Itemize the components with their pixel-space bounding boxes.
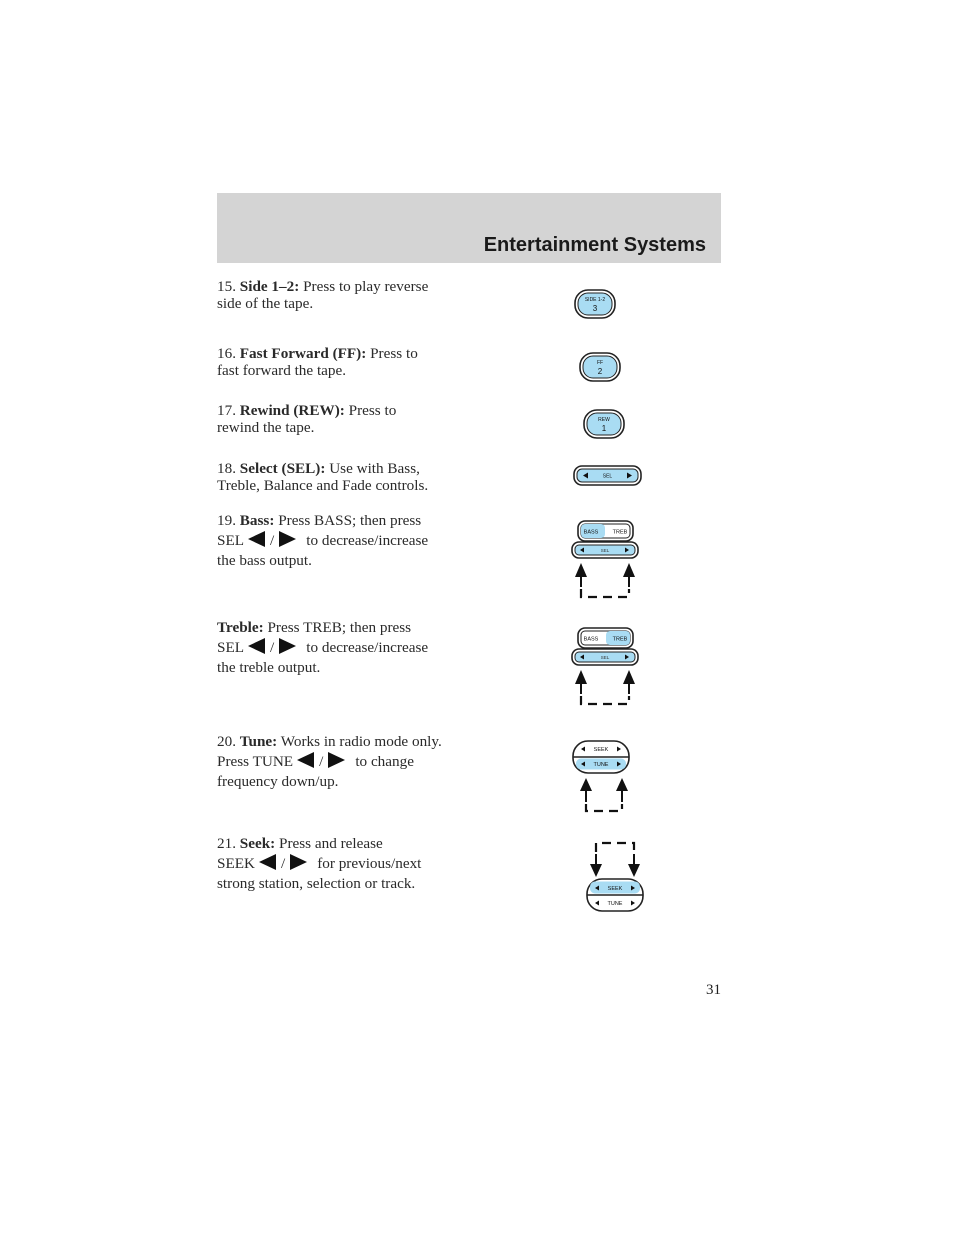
bass-button-label: BASS: [583, 529, 599, 536]
treb-button-label: TREB: [612, 636, 628, 643]
page-title: Entertainment Systems: [483, 234, 706, 256]
treble-control-figure: [570, 626, 642, 708]
bass-control-figure: [570, 519, 642, 601]
rew-button-figure: [583, 409, 625, 439]
item-ff: 16. Fast Forward (FF): Press to fast forward the tape.: [217, 345, 418, 379]
ff-button-number: 2: [597, 367, 603, 376]
up-arrow-icon: [580, 778, 592, 791]
right-arrow-icon: [328, 752, 345, 768]
right-arrow-icon: [290, 854, 307, 870]
rew-button-number: 1: [601, 424, 607, 433]
left-arrow-icon: [259, 854, 276, 870]
tune-control-figure: [571, 739, 631, 817]
item-treble: Treble: Press TREB; then press SEL / to decrease/increase the treble output.: [217, 619, 429, 676]
ff-button-label: FF: [596, 360, 604, 366]
item-tune: 20. Tune: Works in radio mode only. Press TUNE / to change frequency down/up.: [217, 733, 442, 790]
bass-button-label: BASS: [583, 636, 599, 643]
up-arrow-icon: [575, 563, 587, 577]
up-arrow-icon: [623, 563, 635, 577]
item-seek: 21. Seek: Press and release SEEK / for previous/next strong station, selection or track.: [217, 835, 422, 892]
sel-button-label: SEL: [602, 473, 613, 480]
left-arrow-icon: [248, 531, 265, 547]
item-bass: 19. Bass: Press BASS; then press SEL / to decrease/increase the bass output.: [217, 512, 429, 569]
tune-left-arrow-icon: [595, 901, 599, 906]
seek-button-label: SEEK: [593, 747, 609, 753]
side-button-figure: [574, 289, 616, 319]
seek-right-arrow-icon: [617, 747, 621, 752]
up-arrow-icon: [575, 670, 587, 684]
up-arrow-icon: [623, 670, 635, 684]
item-sel: 18. Select (SEL): Use with Bass, Treble, Balance and Fade controls.: [217, 460, 429, 494]
seek-control-figure: [584, 840, 646, 914]
tune-button-label: TUNE: [593, 762, 609, 768]
treb-button-label: TREB: [612, 529, 628, 536]
ff-button-figure: [579, 352, 621, 382]
item-side: 15. Side 1–2: Press to play reverse side of the tape.: [217, 278, 429, 312]
down-arrow-icon: [590, 864, 602, 877]
left-arrow-icon: [297, 752, 314, 768]
right-arrow-icon: [279, 638, 296, 654]
sel-button-label: SEL: [600, 655, 610, 660]
tune-button-label: TUNE: [607, 901, 623, 907]
left-arrow-icon: [248, 638, 265, 654]
seek-left-arrow-icon: [581, 747, 585, 752]
down-arrow-icon: [628, 864, 640, 877]
sel-button-figure: [573, 465, 643, 487]
side-button-label: SIDE 1-2: [584, 297, 606, 303]
page-number: 31: [706, 982, 721, 998]
seek-button-label: SEEK: [607, 886, 623, 892]
right-arrow-icon: [279, 531, 296, 547]
item-rew: 17. Rewind (REW): Press to rewind the tape.: [217, 402, 397, 436]
tune-right-arrow-icon: [631, 901, 635, 906]
rew-button-label: REW: [598, 417, 610, 423]
header-band: [217, 193, 721, 263]
up-arrow-icon: [616, 778, 628, 791]
sel-button-label: SEL: [600, 548, 610, 553]
side-button-number: 3: [592, 304, 598, 313]
